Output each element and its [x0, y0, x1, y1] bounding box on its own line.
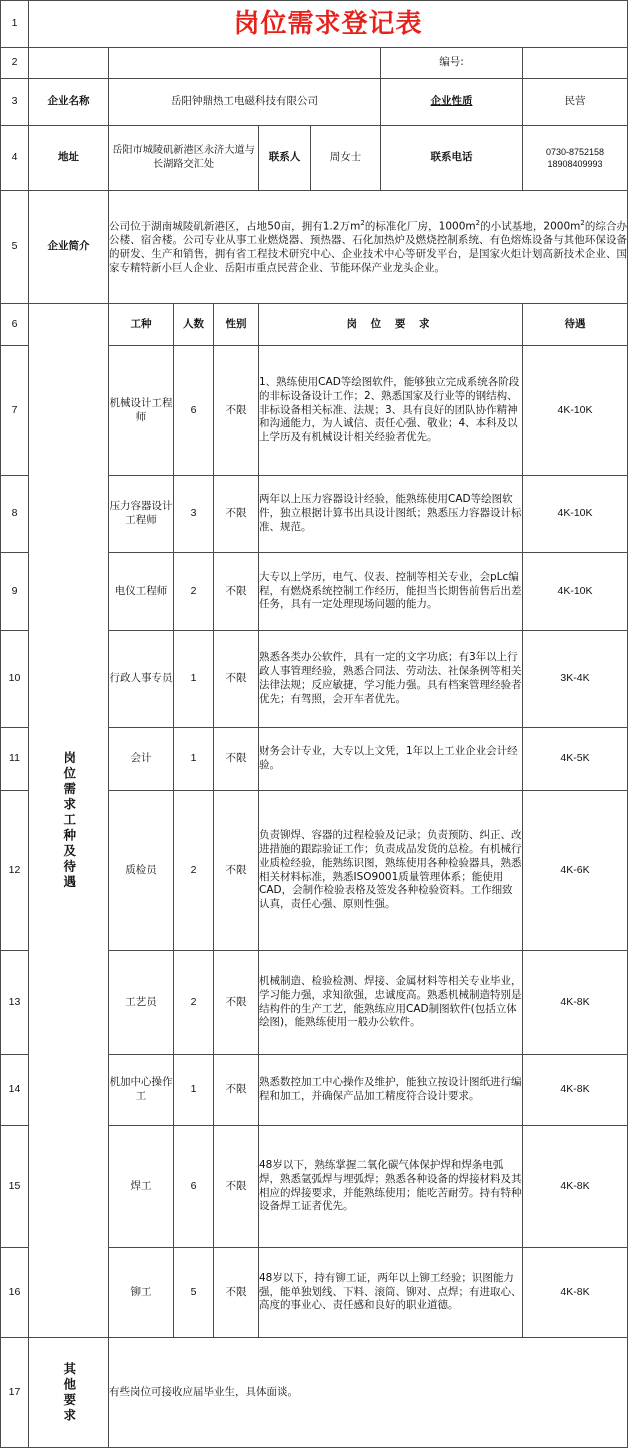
- job-requirement[interactable]: 熟悉各类办公软件，具有一定的文字功底；有3年以上行政人事管理经验，熟悉合同法、劳动法、社保条例等相关法律法规；反应敏捷，学习能力强。具有档案管理经验者优先；有驾照，会开车者优先。: [259, 631, 523, 728]
- job-count[interactable]: 2: [174, 951, 214, 1055]
- job-gender[interactable]: 不限: [214, 553, 259, 631]
- job-salary[interactable]: 3K-4K: [523, 631, 628, 728]
- table-row: [1, 48, 628, 79]
- job-type[interactable]: 行政人事专员: [109, 631, 174, 728]
- page-title: 岗位需求登记表: [233, 8, 423, 39]
- job-type[interactable]: 机械设计工程师: [109, 346, 174, 476]
- job-requirement[interactable]: 机械制造、检验检测、焊接、金属材料等相关专业毕业，学习能力强，求知欲强，忠诚度高。熟悉机械制造特别是结构件的生产工艺，能熟练应用CAD制图软件(包括立体绘图)，能熟练使用一般办公软件。: [259, 951, 523, 1055]
- job-requirement[interactable]: 财务会计专业，大专以上文凭，1年以上工业企业会计经验。: [259, 728, 523, 791]
- job-gender[interactable]: 不限: [214, 1126, 259, 1248]
- job-salary[interactable]: 4K-8K: [523, 1248, 628, 1338]
- row-number-8: 8: [1, 476, 29, 553]
- contact-label: 联系人: [259, 126, 311, 191]
- table-row: [1, 304, 628, 346]
- table-row: [1, 1338, 628, 1448]
- blank-cell-b2: [109, 48, 381, 79]
- job-salary[interactable]: 4K-8K: [523, 1126, 628, 1248]
- job-requirement[interactable]: 两年以上压力容器设计经验，能熟练使用CAD等绘图软件，独立根据计算书出具设计图纸；熟悉压力容器设计标准、规范。: [259, 476, 523, 553]
- company-name-value[interactable]: 岳阳钟鼎热工电磁科技有限公司: [109, 79, 381, 126]
- column-header-salary: 待遇: [523, 304, 628, 346]
- profile-value[interactable]: 公司位于湖南城陵矶新港区，占地50亩，拥有1.2万$m^2$的标准化厂房，$1000m^2$的小试基地，$2000m^2$的综合办公楼、宿舍楼。公司专业从事工业燃烧器、预热器、石化加热炉及燃烧控制系统、有色熔炼设备与其他环保设备的研发、生产和销售，拥有省工程技术研究中心、企业技术中心等研发平台，是国家火炬计划高新技术企业、国家专精特新小巨人企业、岳阳市重点民营企业、节能环保产业龙头企业。: [109, 191, 628, 304]
- job-count[interactable]: 1: [174, 1055, 214, 1126]
- row-number-1: 1: [1, 1, 29, 48]
- row-number-15: 15: [1, 1126, 29, 1248]
- column-header-requirement: 岗 位 要 求: [259, 304, 523, 346]
- job-count[interactable]: 5: [174, 1248, 214, 1338]
- job-type[interactable]: 会计: [109, 728, 174, 791]
- job-salary[interactable]: 4K-8K: [523, 1055, 628, 1126]
- job-gender[interactable]: 不限: [214, 1248, 259, 1338]
- row-number-5: 5: [1, 191, 29, 304]
- job-requirement[interactable]: 熟悉数控加工中心操作及维护，能独立按设计图纸进行编程和加工，并确保产品加工精度符合设计要求。: [259, 1055, 523, 1126]
- document-title-cell: [29, 1, 628, 48]
- row-number-16: 16: [1, 1248, 29, 1338]
- row-number-3: 3: [1, 79, 29, 126]
- row-number-7: 7: [1, 346, 29, 476]
- table-row: [1, 126, 628, 191]
- job-gender[interactable]: 不限: [214, 1055, 259, 1126]
- jobs-section-side-label: 岗位需求工种及待遇: [61, 750, 77, 891]
- number-label: 编号:: [381, 48, 523, 79]
- address-label: 地址: [29, 126, 109, 191]
- company-name-label: 企业名称: [29, 79, 109, 126]
- column-header-count: 人数: [174, 304, 214, 346]
- job-count[interactable]: 2: [174, 791, 214, 951]
- job-count[interactable]: 3: [174, 476, 214, 553]
- job-count[interactable]: 6: [174, 346, 214, 476]
- job-salary[interactable]: 4K-6K: [523, 791, 628, 951]
- job-type[interactable]: 电仪工程师: [109, 553, 174, 631]
- job-salary[interactable]: 4K-5K: [523, 728, 628, 791]
- job-salary[interactable]: 4K-10K: [523, 553, 628, 631]
- other-requirement-label-cell: [29, 1338, 109, 1448]
- job-gender[interactable]: 不限: [214, 346, 259, 476]
- job-requirement[interactable]: 负责铆焊、容器的过程检验及记录；负责预防、纠正、改进措施的跟踪验证工作；负责成品发货的总检。有机械行业质检经验，能熟练识图，熟练使用各种检验器具，熟悉相关材料标准，熟悉ISO9001质量管理体系；能使用CAD，会制作检验表格及签发各种检验资料。工作细致认真，责任心强、原则性强。: [259, 791, 523, 951]
- job-type[interactable]: 压力容器设计工程师: [109, 476, 174, 553]
- column-header-type: 工种: [109, 304, 174, 346]
- job-type[interactable]: 焊工: [109, 1126, 174, 1248]
- job-count[interactable]: 1: [174, 631, 214, 728]
- table-row: [1, 79, 628, 126]
- row-number-14: 14: [1, 1055, 29, 1126]
- job-gender[interactable]: 不限: [214, 728, 259, 791]
- column-header-gender: 性别: [214, 304, 259, 346]
- number-value-cell: [523, 48, 628, 79]
- job-salary[interactable]: 4K-10K: [523, 476, 628, 553]
- blank-cell-a2: [29, 48, 109, 79]
- job-gender[interactable]: 不限: [214, 631, 259, 728]
- row-number-11: 11: [1, 728, 29, 791]
- job-type[interactable]: 工艺员: [109, 951, 174, 1055]
- job-requirement[interactable]: 48岁以下，熟练掌握二氧化碳气体保护焊和焊条电弧焊，熟悉氩弧焊与埋弧焊；熟悉各种设备的焊接材料及其相应的焊接要求，并能熟练使用；能吃苦耐劳。持有特种设备焊工证者优先。: [259, 1126, 523, 1248]
- row-number-10: 10: [1, 631, 29, 728]
- jobs-section-side-label-cell: [29, 304, 109, 1338]
- phone-value[interactable]: 0730-8752158 18908409993: [523, 126, 628, 191]
- row-number-13: 13: [1, 951, 29, 1055]
- job-gender[interactable]: 不限: [214, 476, 259, 553]
- job-count[interactable]: 2: [174, 553, 214, 631]
- other-requirement-value[interactable]: 有些岗位可接收应届毕业生，具体面谈。: [109, 1338, 628, 1448]
- job-salary[interactable]: 4K-8K: [523, 951, 628, 1055]
- row-number-9: 9: [1, 553, 29, 631]
- job-requirement[interactable]: 48岁以下，持有铆工证，两年以上铆工经验；识图能力强，能单独划线、下料、滚筒、铆对、点焊；有进取心、高度的事业心、责任感和良好的职业道德。: [259, 1248, 523, 1338]
- row-number-17: 17: [1, 1338, 29, 1448]
- row-number-6: 6: [1, 304, 29, 346]
- other-requirement-label: 其他要求: [61, 1361, 77, 1424]
- job-requirement[interactable]: 大专以上学历，电气、仪表、控制等相关专业，会pLc编程，有燃烧系统控制工作经历，能担当长期售前售后出差任务，具有一定处理现场问题的能力。: [259, 553, 523, 631]
- job-type[interactable]: 铆工: [109, 1248, 174, 1338]
- row-number-12: 12: [1, 791, 29, 951]
- row-number-2: 2: [1, 48, 29, 79]
- table-row: [1, 1, 628, 48]
- profile-label: 企业简介: [29, 191, 109, 304]
- company-nature-value[interactable]: 民营: [523, 79, 628, 126]
- contact-value[interactable]: 周女士: [311, 126, 381, 191]
- job-gender[interactable]: 不限: [214, 951, 259, 1055]
- row-number-4: 4: [1, 126, 29, 191]
- table-row: [1, 191, 628, 304]
- job-type[interactable]: 机加中心操作工: [109, 1055, 174, 1126]
- job-type[interactable]: 质检员: [109, 791, 174, 951]
- phone-label: 联系电话: [381, 126, 523, 191]
- job-requirement[interactable]: 1、熟练使用CAD等绘图软件，能够独立完成系统各阶段的非标设备设计工作；2、熟悉国家及行业等的钢结构、非标设备相关标准、法规；3、具有良好的团队协作精神和沟通能力，为人诚信、责任心强、敬业；4、本科及以上学历及有机械设计相关经验者优先。: [259, 346, 523, 476]
- company-nature-label: 企业性质: [381, 79, 523, 126]
- job-count[interactable]: 1: [174, 728, 214, 791]
- address-value[interactable]: 岳阳市城陵矶新港区永济大道与长湖路交汇处: [109, 126, 259, 191]
- job-count[interactable]: 6: [174, 1126, 214, 1248]
- job-salary[interactable]: 4K-10K: [523, 346, 628, 476]
- job-gender[interactable]: 不限: [214, 791, 259, 951]
